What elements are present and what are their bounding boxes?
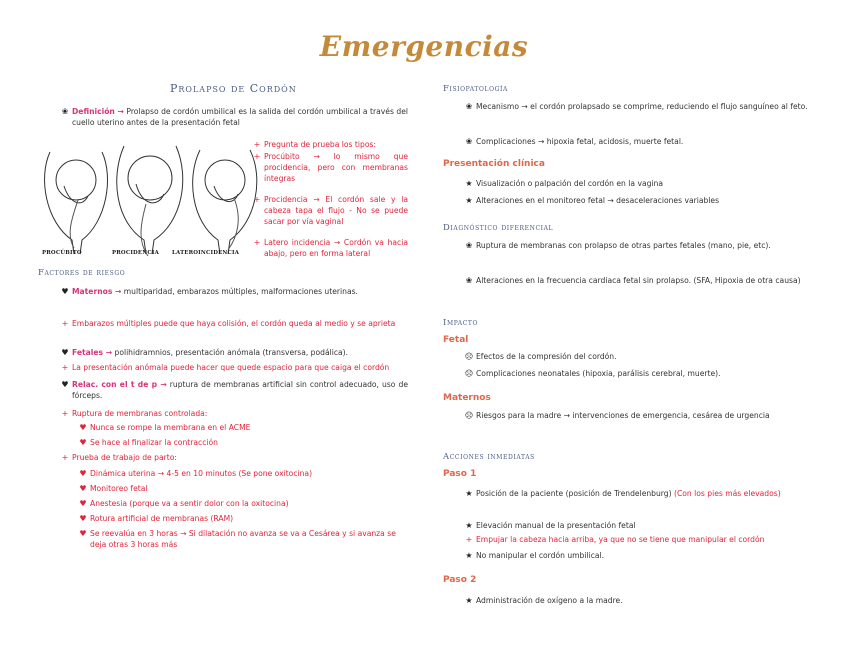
prueba-item: ♥ Anestesia (porque va a sentir dolor con la oxitocina): [76, 498, 406, 509]
clinica-item: ★ Alteraciones en el monitoreo fetal → desaceleraciones variables: [462, 195, 812, 206]
flower-bullet-icon: ❀: [465, 241, 473, 250]
star-bullet-icon: ★: [465, 596, 473, 605]
subheading-paso1: Paso 1: [443, 469, 477, 479]
sad-face-bullet-icon: ☹: [464, 369, 474, 378]
sad-face-bullet-icon: ☹: [464, 352, 474, 361]
heart-bullet-icon: ♥: [79, 423, 87, 432]
heart-bullet-icon: ♥: [79, 514, 87, 523]
heart-bullet-icon: ♥: [79, 469, 87, 478]
dx-item: ❀ Ruptura de membranas con prolapso de otras partes fetales (mano, pie, etc).: [462, 240, 812, 251]
sad-face-bullet-icon: ☹: [464, 411, 474, 420]
section-heading-factores: Factores de riesgo: [38, 268, 126, 278]
paso1-item: ★ Posición de la paciente (posición de Trendelenburg) (Con los pies más elevados): [462, 488, 812, 499]
note-maternos: + Embarazos múltiples puede que haya colisión, el cordón queda al medio y se aprieta: [61, 319, 396, 328]
risk-relac: ♥ Relac. con el t de p → ruptura de membranas artificial sin control adecuado, uso de fórceps.: [58, 379, 408, 401]
ruptura-item: ♥ Se hace al finalizar la contracción: [76, 437, 406, 448]
section-heading-fisiopatologia: Fisiopatología: [443, 84, 508, 94]
star-bullet-icon: ★: [465, 196, 473, 205]
paso1-note: + Empujar la cabeza hacia arriba, ya que no se tiene que manipular el cordón: [465, 535, 765, 544]
paso1-item: ★ No manipular el cordón umbilical.: [462, 550, 812, 561]
subheading-paso2: Paso 2: [443, 575, 477, 585]
prueba-item: ♥ Dinámica uterina → 4-5 en 10 minutos (Se pone oxitocina): [76, 468, 406, 479]
caption-procidencia: PROCIDENCIA: [112, 250, 159, 256]
note-ruptura: + Ruptura de membranas controlada:: [61, 409, 208, 418]
prueba-item: ♥ Rotura artificial de membranas (RAM): [76, 513, 406, 524]
clinica-item: ★ Visualización o palpación del cordón en la vagina: [462, 178, 812, 189]
side-note: + Procúbito → lo mismo que procidencia, pero con membranas íntegras: [253, 152, 408, 183]
definition-text: Prolapso de cordón umbilical es la salida del cordón umbilical a través del cuello uterino antes de la presentación fetal: [72, 107, 409, 127]
heart-bullet-icon: ♥: [61, 380, 69, 389]
fetal-item: ☹ Efectos de la compresión del cordón.: [462, 351, 812, 362]
star-bullet-icon: ★: [465, 551, 473, 560]
paso2-item: ★ Administración de oxígeno a la madre.: [462, 595, 812, 606]
paso1-item: ★ Elevación manual de la presentación fetal: [462, 520, 812, 531]
heart-bullet-icon: ♥: [61, 287, 69, 296]
flower-bullet-icon: ❀: [61, 107, 69, 116]
subheading-maternos: Maternos: [443, 393, 491, 403]
subheading-fetal: Fetal: [443, 335, 469, 345]
definition-label: Definición →: [72, 107, 124, 116]
flower-bullet-icon: ❀: [465, 137, 473, 146]
page-title: Emergencias: [319, 30, 529, 63]
cord-prolapse-figure: [38, 138, 264, 262]
heart-bullet-icon: ♥: [61, 348, 69, 357]
heart-bullet-icon: ♥: [79, 484, 87, 493]
section-heading-impacto: Impacto: [443, 318, 479, 328]
maternos-item: ☹ Riesgos para la madre → intervenciones de emergencia, cesárea de urgencia: [462, 410, 812, 421]
note-prueba: + Prueba de trabajo de parto:: [61, 453, 177, 462]
flower-bullet-icon: ❀: [465, 102, 473, 111]
star-bullet-icon: ★: [465, 521, 473, 530]
fisio-item: ❀ Complicaciones → hipoxia fetal, acidosis, muerte fetal.: [462, 136, 812, 147]
prueba-item: ♥ Se reevalúa en 3 horas → Si dilatación no avanza se va a Cesárea y si avanza se deja otras 3 horas más: [76, 528, 406, 550]
dx-item: ❀ Alteraciones en la frecuencia cardiaca fetal sin prolapso. (SFA, Hipoxia de otra causa): [462, 275, 812, 286]
risk-maternos: ♥ Maternos → multiparidad, embarazos múltiples, malformaciones uterinas.: [58, 286, 408, 297]
section-heading-prolapso: Prolapso de Cordón: [170, 82, 297, 95]
uterus-illustration: [38, 138, 264, 262]
caption-procubito: PROCÚBITO: [42, 250, 82, 256]
section-heading-clinica: Presentación clínica: [443, 159, 545, 169]
heart-bullet-icon: ♥: [79, 499, 87, 508]
side-note: + Procidencia → El cordón sale y la cabeza tapa el flujo - No se puede sacar por vía vaginal: [253, 195, 408, 226]
note-fetales: + La presentación anómala puede hacer que quede espacio para que caiga el cordón: [61, 363, 390, 372]
definition-item: [58, 106, 408, 128]
heart-bullet-icon: ♥: [79, 438, 87, 447]
heart-bullet-icon: ♥: [79, 529, 87, 538]
prueba-item: ♥ Monitoreo fetal: [76, 483, 406, 494]
ruptura-item: ♥ Nunca se rompe la membrana en el ACME: [76, 422, 406, 433]
star-bullet-icon: ★: [465, 489, 473, 498]
section-heading-dx: Diagnóstico diferencial: [443, 223, 554, 233]
side-note: + Latero incidencia → Cordón va hacia abajo, pero en forma lateral: [253, 238, 408, 258]
star-bullet-icon: ★: [465, 179, 473, 188]
fetal-item: ☹ Complicaciones neonatales (hipoxia, parálisis cerebral, muerte).: [462, 368, 812, 379]
side-note: + Pregunta de prueba los tipos:: [253, 140, 376, 149]
flower-bullet-icon: ❀: [465, 276, 473, 285]
caption-lateroincidencia: LATEROINCIDENCIA: [172, 250, 240, 256]
risk-fetales: ♥ Fetales → polihidramnios, presentación anómala (transversa, podálica).: [58, 347, 408, 358]
fisio-item: ❀ Mecanismo → el cordón prolapsado se comprime, reduciendo el flujo sanguíneo al feto.: [462, 101, 812, 112]
section-heading-acciones: Acciones inmediatas: [443, 452, 535, 462]
